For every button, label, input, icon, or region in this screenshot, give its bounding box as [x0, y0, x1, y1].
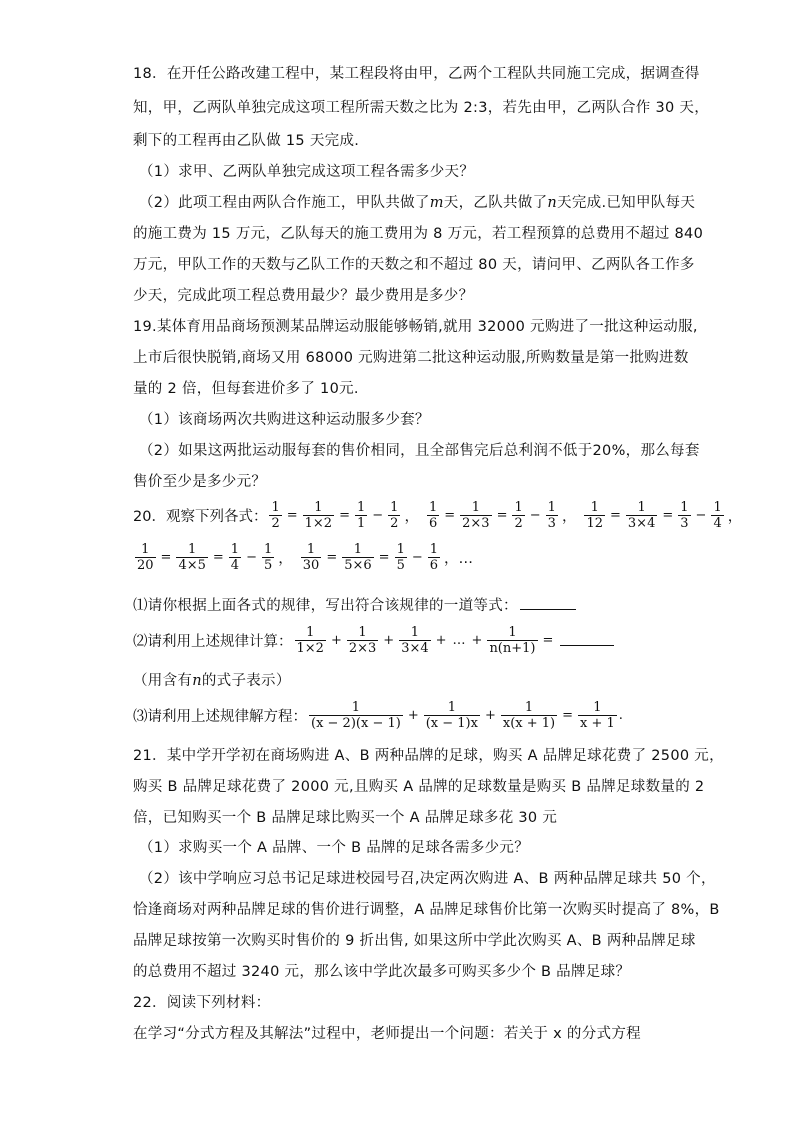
- q18-p2-a: （2）此项工程由两队合作施工，甲队共做了: [139, 195, 430, 211]
- q21-part-2-line-3: 品牌足球按第一次购买时售价的 9 折出售, 如果这所中学此次购买 A、B 两种品牌足球: [133, 933, 696, 949]
- denominator: (x − 2)(x − 1): [311, 716, 401, 731]
- denominator: 3: [547, 516, 556, 531]
- fraction-lhs: [269, 500, 281, 531]
- numerator: 1: [358, 625, 367, 640]
- separator: ，: [278, 551, 293, 567]
- fraction-lhs: [584, 500, 605, 531]
- q20-part-2: [133, 625, 614, 656]
- q18-p2-c: 天完成.已知甲队每天: [557, 195, 696, 211]
- numerator: 1: [593, 700, 602, 715]
- q20-part-3-equation: [307, 700, 623, 731]
- equals-sign: =: [378, 550, 390, 565]
- denominator: 5×6: [344, 558, 372, 573]
- denominator: 2: [390, 516, 399, 531]
- denominator: 6: [429, 558, 439, 573]
- denominator: 4: [230, 558, 240, 573]
- q21-stem-line-3: 倍，已知购买一个 B 品牌足球比购买一个 A 品牌足球多花 30 元: [133, 810, 558, 826]
- numerator: 1: [429, 542, 439, 557]
- fraction-b: [711, 500, 723, 531]
- denominator: 1×2: [296, 641, 324, 656]
- sum-term-fraction: [295, 625, 326, 656]
- sum-term-fraction: [399, 625, 430, 656]
- sum-last-fraction: [487, 625, 537, 656]
- numerator: 1: [306, 542, 316, 557]
- q20-intro: 20．观察下列各式：: [133, 509, 268, 525]
- numerator: 1: [396, 542, 405, 557]
- numerator: 1: [471, 500, 480, 515]
- numerator: 1: [230, 542, 240, 557]
- separator: ，: [727, 509, 743, 525]
- q18-part-2-line-4: 少天，完成此项工程总费用最少？最少费用是多少？: [133, 288, 474, 304]
- fraction-product: [626, 500, 657, 531]
- equals-sign: =: [662, 508, 674, 523]
- minus-sign: −: [246, 550, 257, 565]
- q18-part-2-line-3: 万元，甲队工作的天数与乙队工作的天数之和不超过 80 天，请问甲、乙两队各工作多: [133, 257, 695, 273]
- denominator: 12: [586, 516, 603, 531]
- equation-term-fraction: [309, 700, 403, 731]
- numerator: 1: [390, 500, 399, 515]
- q21-stem-line-1: 21．某中学开学初在商场购进 A、B 两种品牌的足球，购买 A 品牌足球花费了 2500 元，: [133, 748, 724, 764]
- q20-part-3: [133, 700, 623, 731]
- plus-sign: +: [435, 633, 447, 648]
- denominator: 3×4: [401, 641, 429, 656]
- q21-part-1: （1）求购买一个 A 品牌、一个 B 品牌的足球各需多少元？: [139, 840, 530, 856]
- numerator: 1: [680, 500, 689, 515]
- denominator: 2: [514, 516, 523, 531]
- equation-rhs-fraction: [578, 700, 617, 731]
- denominator: x(x + 1): [502, 716, 556, 731]
- numerator: 1: [547, 500, 556, 515]
- numerator: 1: [713, 500, 722, 515]
- numerator: 1: [410, 625, 420, 640]
- fraction-b: [546, 500, 558, 531]
- ellipsis: …: [452, 633, 466, 648]
- numerator: 1: [637, 500, 646, 515]
- sum-term-fraction: [347, 625, 378, 656]
- q22-stem: 22．阅读下列材料：: [133, 995, 271, 1011]
- fraction-a: [355, 500, 367, 531]
- equals-sign: =: [444, 508, 456, 523]
- fraction-product: [303, 500, 334, 531]
- equals-sign: =: [212, 550, 224, 565]
- denominator: 4×5: [178, 558, 206, 573]
- q19-stem-line-2: 上市后很快脱销,商场又用 68000 元购进第二批这种运动服,所购数量是第一批购进数: [133, 350, 689, 366]
- minus-sign: −: [529, 508, 541, 523]
- fraction-product: [342, 542, 373, 573]
- denominator: 2: [271, 516, 280, 531]
- plus-sign: +: [383, 633, 395, 648]
- numerator: 1: [314, 500, 323, 515]
- denominator: 5: [263, 558, 273, 573]
- var-n-note: n: [192, 673, 202, 689]
- plus-sign: +: [330, 633, 342, 648]
- q18-stem-line-1: 18．在开任公路改建工程中，某工程段将由甲，乙两个工程队共同施工完成，据调查得: [133, 66, 700, 82]
- q22-material-line: 在学习“分式方程及其解法”过程中，老师提出一个问题：若关于 x 的分式方程: [133, 1026, 641, 1042]
- q20-part-2-note: [133, 671, 291, 691]
- denominator: x + 1: [580, 716, 615, 731]
- q20-part-2-label: ⑵请利用上述规律计算：: [133, 634, 293, 650]
- equation-term-fraction: [424, 700, 480, 731]
- var-n: n: [547, 195, 558, 211]
- separator: ，…: [444, 551, 474, 567]
- denominator: 2×3: [348, 641, 377, 656]
- answer-blank-2[interactable]: [560, 635, 614, 646]
- q20-row-2: [133, 542, 479, 573]
- denominator: (x − 1)x: [425, 716, 478, 731]
- denominator: 3: [680, 516, 689, 531]
- q20-part-3-label: ⑶请利用上述规律解方程：: [133, 709, 307, 725]
- numerator: 1: [514, 500, 523, 515]
- equals-sign: =: [496, 508, 508, 523]
- var-m: m: [429, 195, 444, 211]
- fraction-product: [176, 542, 207, 573]
- equals-sign: =: [326, 550, 338, 565]
- q21-part-2-line-4: 的总费用不超过 3240 元，那么该中学此次最多可购买多少个 B 品牌足球？: [133, 964, 631, 980]
- q18-part-1: （1）求甲、乙两队单独完成这项工程各需多少天？: [139, 164, 475, 180]
- q20-note-b: 的式子表示）: [201, 673, 291, 689]
- equals-sign: =: [562, 708, 574, 723]
- numerator: 1: [428, 500, 438, 515]
- equals-sign: =: [610, 508, 621, 523]
- denominator: 30: [302, 558, 320, 573]
- separator: ，: [561, 509, 577, 525]
- numerator: 1: [263, 542, 273, 557]
- numerator: 1: [141, 542, 150, 557]
- fraction-b: [428, 542, 440, 573]
- q19-stem-line-1: 19.某体育用品商场预测某品牌运动服能够畅销,就用 32000 元购进了一批这种运动服,: [133, 319, 698, 335]
- q19-part-2-line-2: 售价至少是多少元？: [133, 474, 267, 490]
- equals-sign: =: [542, 633, 554, 648]
- q21-part-2-line-1: （2）该中学响应习总书记足球进校园号召,决定两次购进 A、B 两种品牌足球共 50 个，: [139, 871, 716, 887]
- equals-sign: =: [339, 508, 350, 523]
- minus-sign: −: [695, 508, 707, 523]
- plus-sign: +: [471, 633, 483, 648]
- q18-p2-b: 天，乙队共做了: [443, 195, 548, 211]
- q20-row-2-equations: [133, 542, 479, 573]
- q18-stem-line-3: 剩下的工程再由乙队做 15 天完成.: [133, 133, 360, 149]
- q20-part-1-text: ⑴请你根据上面各式的规律，写出符合该规律的一道等式：: [133, 598, 518, 614]
- fraction-a: [229, 542, 241, 573]
- fraction-product: [460, 500, 491, 531]
- fraction-lhs: [301, 542, 322, 573]
- period: .: [618, 708, 623, 723]
- equals-sign: =: [160, 550, 172, 565]
- numerator: 1: [447, 700, 456, 715]
- q21-stem-line-2: 购买 B 品牌足球花费了 2000 元,且购买 A 品牌的足球数量是购买 B 品牌足球数量的 2: [133, 779, 705, 795]
- minus-sign: −: [372, 508, 384, 523]
- numerator: 1: [271, 500, 280, 515]
- numerator: 1: [351, 700, 361, 715]
- fraction-a: [512, 500, 524, 531]
- q20-note-a: （用含有: [133, 673, 193, 689]
- numerator: 1: [590, 500, 599, 515]
- denominator: 3×4: [627, 516, 656, 531]
- q20-row-1: [133, 500, 748, 531]
- plus-sign: +: [484, 708, 496, 723]
- denominator: 5: [396, 558, 405, 573]
- equals-sign: =: [286, 508, 298, 523]
- q20-part-2-sum: [293, 625, 557, 656]
- q18-stem-line-2: 知，甲，乙两队单独完成这项工程所需天数之比为 2:3，若先由甲，乙两队合作 30 天，: [133, 100, 710, 116]
- plus-sign: +: [407, 708, 419, 723]
- fraction-lhs: [135, 542, 156, 573]
- denominator: 1: [356, 516, 366, 531]
- numerator: 1: [508, 625, 517, 640]
- denominator: 4: [713, 516, 722, 531]
- q18-part-2-line-1: [139, 193, 695, 213]
- q18-part-2-line-2: 的施工费为 15 万元，乙队每天的施工费用为 8 万元，若工程预算的总费用不超过 840: [133, 226, 704, 242]
- denominator: 20: [137, 558, 154, 573]
- numerator: 1: [524, 700, 534, 715]
- numerator: 1: [353, 542, 363, 557]
- q21-part-2-line-2: 恰逢商场对两种品牌足球的售价进行调整，A 品牌足球售价比第一次购买时提高了 8%，B: [133, 902, 720, 918]
- numerator: 1: [306, 625, 315, 640]
- fraction-lhs: [427, 500, 439, 531]
- q20-part-1: [133, 595, 576, 616]
- answer-blank-1[interactable]: [520, 595, 576, 610]
- fraction-b: [388, 500, 400, 531]
- equation-term-fraction: [501, 700, 557, 731]
- numerator: 1: [188, 542, 197, 557]
- denominator: 1×2: [304, 516, 333, 531]
- denominator: 2×3: [462, 516, 490, 531]
- q19-part-1: （1）该商场两次共购进这种运动服多少套？: [139, 412, 430, 428]
- q20-row-1-equations: [267, 500, 748, 531]
- minus-sign: −: [411, 550, 423, 565]
- q19-stem-line-3: 量的 2 倍，但每套进价多了 10元.: [133, 381, 359, 397]
- separator: ，: [404, 509, 419, 525]
- numerator: 1: [356, 500, 366, 515]
- fraction-b: [262, 542, 274, 573]
- denominator: n(n+1): [489, 641, 536, 656]
- denominator: 6: [428, 516, 438, 531]
- q19-part-2-line-1: （2）如果这两批运动服每套的售价相同，且全部售完后总利润不低于20%，那么每套: [139, 443, 700, 459]
- fraction-a: [395, 542, 407, 573]
- fraction-a: [678, 500, 690, 531]
